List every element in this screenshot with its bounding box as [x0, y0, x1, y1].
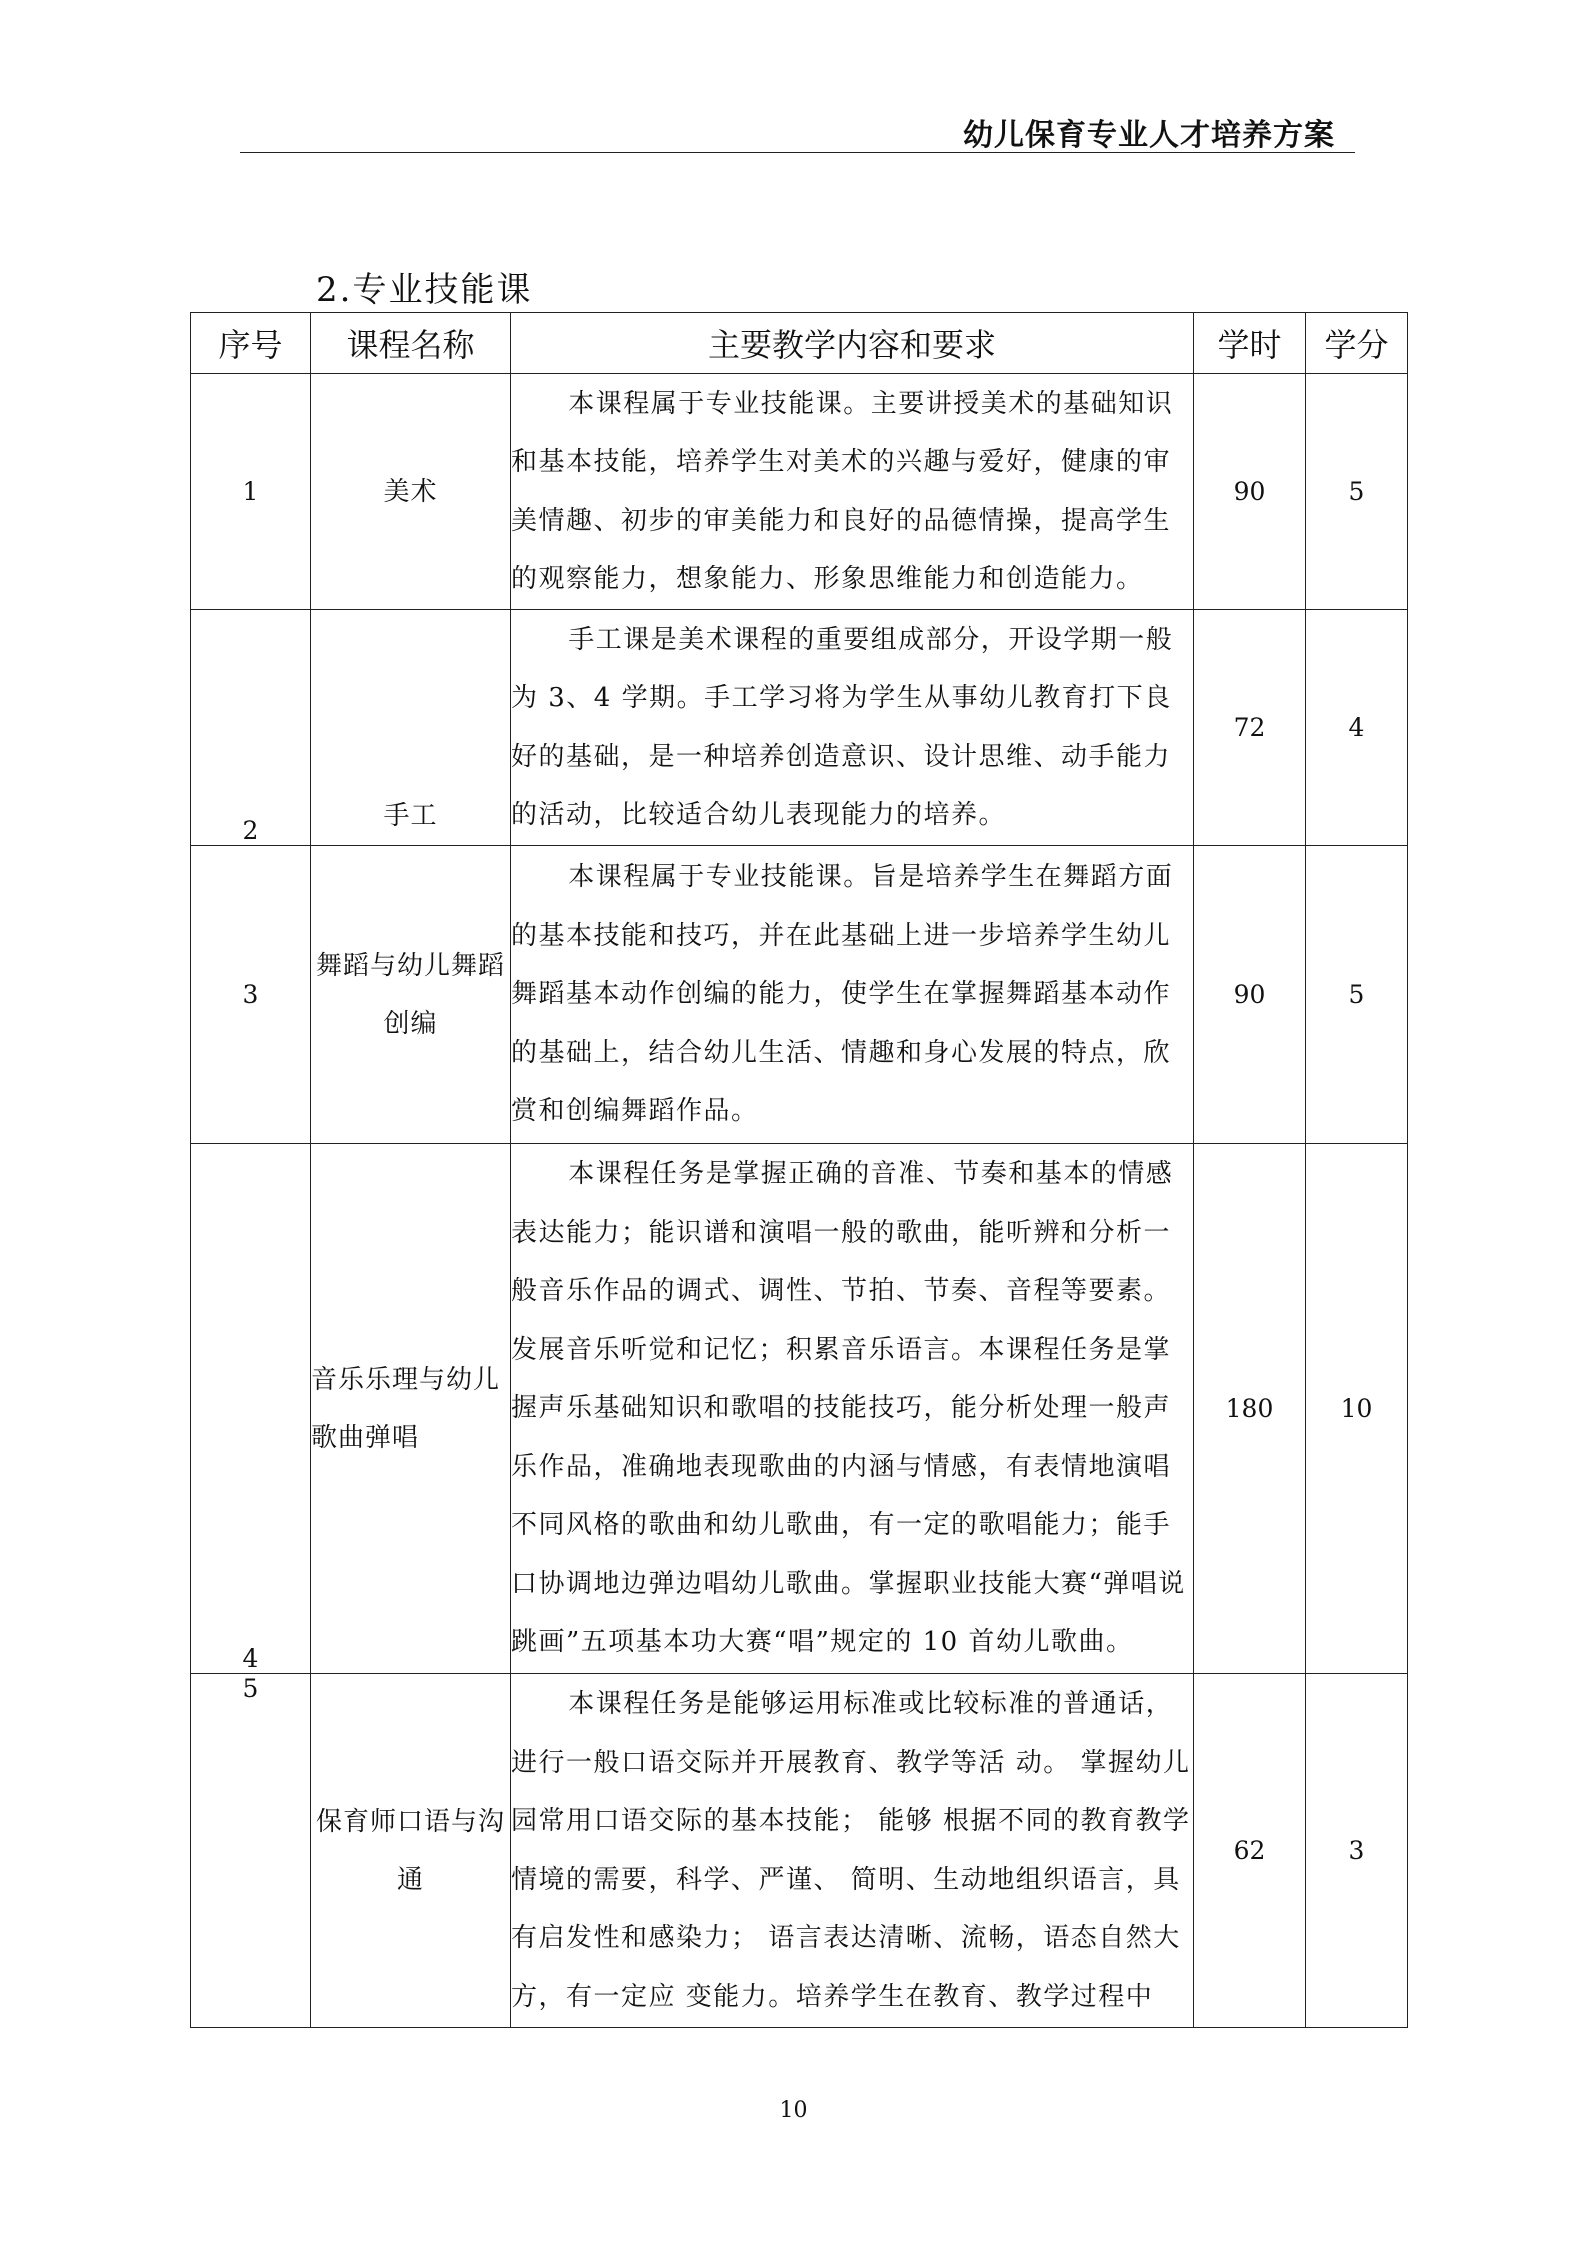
column-header-credits: 学分: [1306, 313, 1408, 374]
cell-credits: 5: [1306, 846, 1408, 1144]
content-text: 本课程任务是能够运用标准或比较标准的普通话，进行一般口语交际并开展教育、教学等活 动。 掌握幼儿园常用口语交际的基本技能； 能够 根据不同的教育教学情境的需要，科学、严谨、 简明、生动地组织语言，具有启发性和感染力； 语言表达清晰、流畅，语态自然大方，有一定应 变能力。培养学生在教育、教学过程中: [511, 1689, 1191, 2012]
content-text: 本课程任务是掌握正确的音准、节奏和基本的情感表达能力；能识谱和演唱一般的歌曲，能听辨和分析一般音乐作品的调式、调性、节拍、节奏、音程等要素。发展音乐听觉和记忆；积累音乐语言。本课程任务是掌握声乐基础知识和歌唱的技能技巧，能分析处理一般声乐作品，准确地表现歌曲的内涵与情感，有表情地演唱不同风格的歌曲和幼儿歌曲，有一定的歌唱能力；能手口协调地边弹边唱幼儿歌曲。掌握职业技能大赛“弹唱说跳画”五项基本功大赛“唱”规定的 10 首幼儿歌曲。: [511, 1159, 1186, 1658]
column-header-hours: 学时: [1194, 313, 1306, 374]
document-title: 幼儿保育专业人才培养方案: [963, 118, 1335, 153]
cell-index: 2: [191, 610, 311, 846]
cell-credits: 5: [1306, 374, 1408, 610]
cell-index: 4: [191, 1144, 311, 1674]
cell-credits: 3: [1306, 1674, 1408, 2028]
table-header-row: [191, 313, 1408, 374]
column-header-content: 主要教学内容和要求: [511, 313, 1194, 374]
course-table: [190, 312, 1408, 2028]
cell-content: [511, 374, 1194, 610]
cell-credits: 4: [1306, 610, 1408, 846]
cell-credits: 10: [1306, 1144, 1408, 1674]
cell-hours: 62: [1194, 1674, 1306, 2028]
page-number: 10: [779, 2098, 808, 2123]
cell-hours: 90: [1194, 374, 1306, 610]
cell-index: 5: [191, 1674, 311, 2028]
cell-course-name: 手工: [311, 610, 511, 846]
cell-course-name: 音乐乐理与幼儿歌曲弹唱: [311, 1144, 511, 1674]
column-header-index: 序号: [191, 313, 311, 374]
section-heading: 2.专业技能课: [316, 270, 533, 310]
cell-course-name: 舞蹈与幼儿舞蹈创编: [311, 846, 511, 1144]
table-row: [191, 610, 1408, 846]
cell-content: [511, 1144, 1194, 1674]
content-text: 本课程属于专业技能课。主要讲授美术的基础知识和基本技能，培养学生对美术的兴趣与爱好，健康的审美情趣、初步的审美能力和良好的品德情操，提高学生的观察能力，想象能力、形象思维能力和创造能力。: [511, 388, 1174, 594]
cell-index: 3: [191, 846, 311, 1144]
cell-content: [511, 1674, 1194, 2028]
content-text: 手工课是美术课程的重要组成部分，开设学期一般为 3、4 学期。手工学习将为学生从事幼儿教育打下良好的基础，是一种培养创造意识、设计思维、动手能力的活动，比较适合幼儿表现能力的培养。: [511, 624, 1174, 830]
cell-hours: 180: [1194, 1144, 1306, 1674]
table-row: [191, 1674, 1408, 2028]
cell-hours: 90: [1194, 846, 1306, 1144]
column-header-name: 课程名称: [311, 313, 511, 374]
cell-course-name: 保育师口语与沟通: [311, 1674, 511, 2028]
content-text: 本课程属于专业技能课。旨是培养学生在舞蹈方面的基本技能和技巧，并在此基础上进一步培养学生幼儿舞蹈基本动作创编的能力，使学生在掌握舞蹈基本动作的基础上，结合幼儿生活、情趣和身心发展的特点，欣赏和创编舞蹈作品。: [511, 862, 1174, 1127]
running-header: [240, 108, 1355, 153]
table-row: [191, 1144, 1408, 1674]
cell-hours: 72: [1194, 610, 1306, 846]
cell-index: 1: [191, 374, 311, 610]
cell-content: [511, 846, 1194, 1144]
cell-content: [511, 610, 1194, 846]
table-row: [191, 846, 1408, 1144]
cell-course-name: 美术: [311, 374, 511, 610]
table-row: [191, 374, 1408, 610]
